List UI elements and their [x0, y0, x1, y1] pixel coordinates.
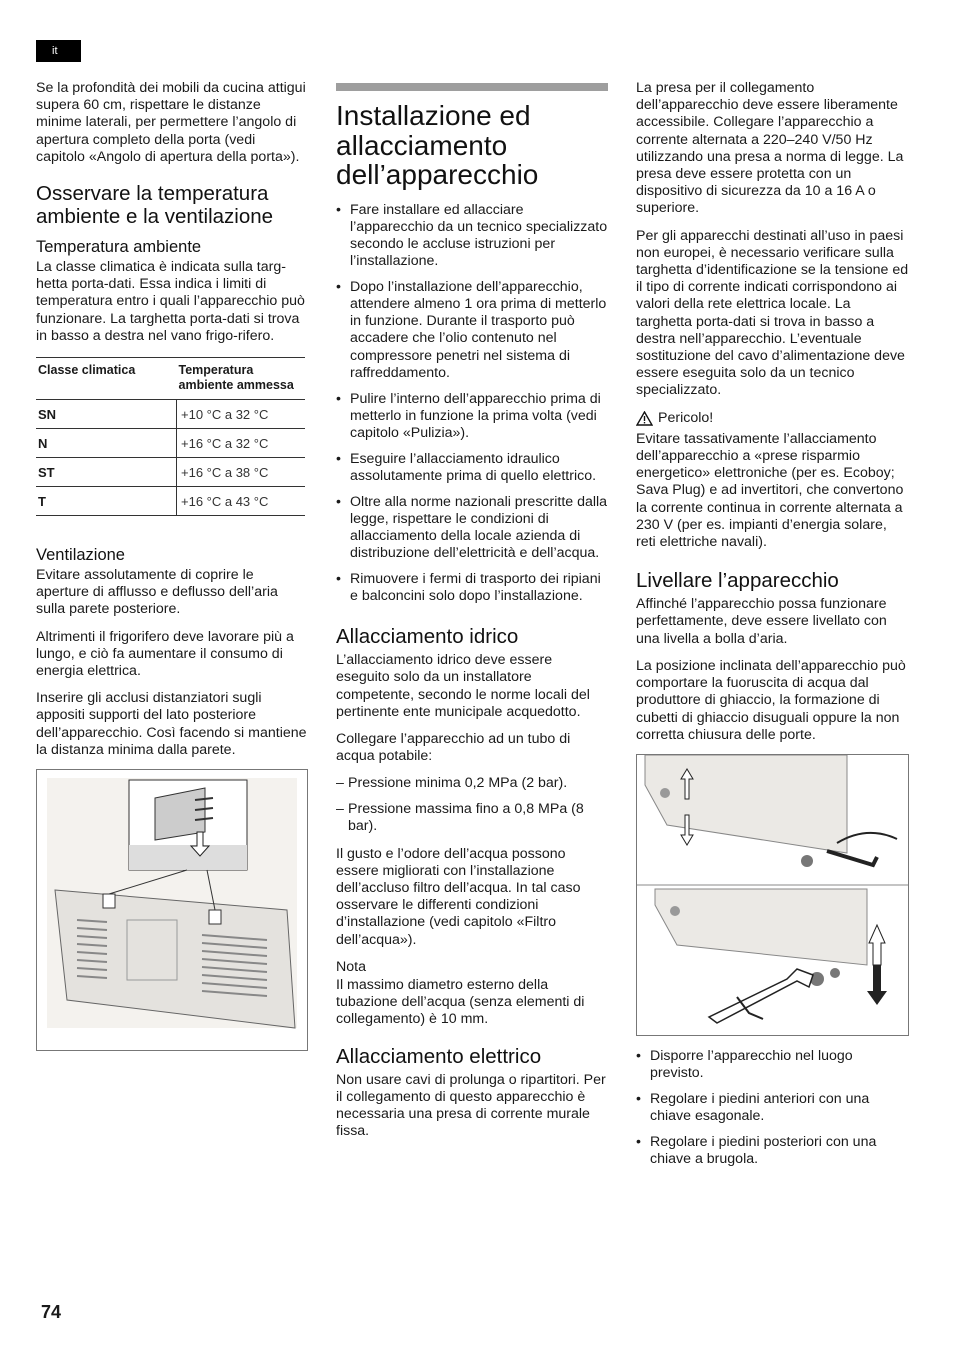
list-item: • Fare installare ed allacciare l’apparecchio da un tecnico specializzato secondo le accluse istruzioni per l’installazione. — [336, 202, 608, 271]
ventilation-paragraph-2: Altrimenti il frigorifero deve lavorare più a lungo, e ciò fa aumentare il consumo di energia elettrica. — [36, 628, 294, 680]
list-item: – Pressione minima 0,2 MPa (2 bar). — [336, 775, 608, 792]
list-item: • Regolare i piedini anteriori con una chiave esagonale. — [636, 1091, 910, 1125]
pressure-list — [336, 775, 608, 835]
table-header-class: Classe climatica — [36, 358, 177, 400]
temperature-range-cell: +16 °C a 43 °C — [177, 487, 306, 516]
leveling-heading: Livellare l’apparecchio — [636, 569, 839, 593]
ventilation-paragraph-1: Evitare assolutamente di coprire le aperture di afflusso e deflusso dell’aria sulla parete posteriore. — [36, 567, 278, 618]
water-connection-heading: Allacciamento idrico — [336, 625, 519, 649]
ventilation-paragraph-3: Inserire gli acclusi distanziatori sugli appositi supporti del lato posteriore dell’apparecchio. Così facendo si mantiene la distanza minima dalla parete. — [36, 690, 307, 758]
list-item: • Dopo l’installazione dell’apparecchio, attendere almeno 1 ora prima di metterlo in funzione. Durante il trasporto può accadere che l’olio contenuto nel compressore penetri nel sistema di raffreddamento. — [336, 279, 608, 382]
leveling-figure — [636, 754, 909, 1036]
water-paragraph-2: Collegare l’apparecchio ad un tubo di acqua potabile: — [336, 731, 571, 765]
column-right — [636, 80, 910, 1178]
table-row — [36, 458, 305, 487]
temperature-range-cell: +10 °C a 32 °C — [177, 400, 306, 429]
leveling-feet-illustration — [637, 755, 908, 1035]
temperature-ventilation-heading: Osservare la temperatura ambiente e la ventilazione — [36, 182, 274, 229]
column-left — [36, 80, 308, 1051]
page-number: 74 — [41, 1302, 62, 1322]
danger-text: Evitare tassativamente l’allacciamento dell’apparecchio a «prese risparmio energetico» elettroniche (per es. Ecoboy; Sava Plug) e ad invertitori, che convertono la corrente continua in corrente alternata a 230 V (per es. impianti d’energia solare, reti elettriche navali). — [636, 430, 904, 551]
water-paragraph-1: L’allacciamento idrico deve essere eseguito solo da un installatore competente, secondo le norme locali del pertinente ente municipale acquedotto. — [336, 652, 590, 720]
temperature-range-cell: +16 °C a 38 °C — [177, 458, 306, 487]
climate-class-table — [36, 357, 305, 516]
temperature-range-cell: +16 °C a 32 °C — [177, 429, 306, 458]
table-row — [36, 487, 305, 516]
danger-label-row — [636, 410, 910, 427]
water-paragraph-3: Il gusto e l’odore dell’acqua possono essere migliorati con l’installazione dell’accluso filtro dell’acqua. In tal caso osservare le differenti condizioni d’installazione (vedi capitolo «Filtro dell’acqua»). — [336, 845, 581, 948]
installation-title: Installazione ed allacciamento dell’apparecchio — [336, 100, 539, 190]
climate-class-cell: T — [36, 487, 177, 516]
warning-triangle-icon — [636, 411, 653, 426]
language-tag: it — [36, 40, 81, 62]
room-temperature-paragraph: La classe climatica è indicata sulla targ-hetta porta-dati. Essa indica i limiti di temperatura entro i quali l’apparecchio può funzionare. La targhetta porta-dati si trova in basso a destra nel vano frigo-rifero. — [36, 259, 305, 344]
climate-class-cell: ST — [36, 458, 177, 487]
danger-label: Pericolo! — [658, 409, 714, 426]
spacer-installation-figure — [36, 769, 308, 1051]
installation-list — [336, 202, 608, 606]
climate-class-cell: SN — [36, 400, 177, 429]
list-item: • Rimuovere i fermi di trasporto dei ripiani e balconcini solo dopo l’installazione. — [336, 571, 608, 605]
note-text: Il massimo diametro esterno della tubazione dell’acqua (senza elementi di collegamento) è 10 mm. — [336, 977, 585, 1028]
list-item: • Eseguire l’allacciamento idraulico assolutamente prima di quello elettrico. — [336, 451, 608, 485]
electrical-connection-heading: Allacciamento elettrico — [336, 1044, 542, 1068]
intro-paragraph: Se la profondità dei mobili da cucina attigui supera 60 cm, rispettare le distanze minime laterali, per permettere l’angolo di apertura completo della porta (vedi capitolo «Angolo di apertura della porta»). — [36, 80, 306, 165]
leveling-steps-list — [636, 1048, 910, 1168]
column-middle — [336, 80, 608, 1150]
climate-class-cell: N — [36, 429, 177, 458]
room-temperature-subheading: Temperatura ambiente — [36, 238, 202, 257]
list-item: • Pulire l’interno dell’apparecchio prima di metterlo in funzione la prima volta (vedi capitolo «Pulizia»). — [336, 391, 608, 443]
list-item: – Pressione massima fino a 0,8 MPa (8 bar). — [336, 801, 608, 835]
list-item: • Disporre l’apparecchio nel luogo previsto. — [636, 1048, 910, 1082]
leveling-paragraph-1: Affinché l’apparecchio possa funzionare perfettamente, deve essere livellato con una livella a bolla d’aria. — [636, 596, 887, 647]
list-item: • Regolare i piedini posteriori con una chiave a brugola. — [636, 1134, 910, 1168]
section-rule — [336, 83, 608, 91]
leveling-paragraph-2: La posizione inclinata dell’apparecchio può comportare la fuoruscita di acqua dal produttore di ghiaccio, la formazione di cubetti di ghiaccio disuguali oppure la non corretta chiusura delle porte. — [636, 657, 906, 743]
socket-paragraph: La presa per il collegamento dell’apparecchio deve essere liberamente accessibile. Collegare l’apparecchio a corrente alternata a 220–240 V/50 Hz utilizzando una presa a norma di legge. La presa deve essere protetta con un dispositivo di sicurezza da 10 a 16 A o superiore. — [636, 80, 904, 217]
note-label: Nota — [336, 958, 366, 975]
electrical-paragraph: Non usare cavi di prolunga o ripartitori. Per il collegamento di questo apparecchio è necessaria una presa di corrente murale fissa. — [336, 1071, 606, 1140]
list-item: • Oltre alla norme nazionali prescritte dalla legge, rispettare le condizioni di allacciamento della locale azienda di distribuzione dell’elettricità e dell’acqua. — [336, 494, 608, 563]
fridge-back-illustration — [37, 770, 307, 1050]
table-header-temperature: Temperatura ambiente ammessa — [177, 358, 306, 400]
table-row — [36, 400, 305, 429]
ventilation-subheading: Ventilazione — [36, 546, 125, 565]
non-european-paragraph: Per gli apparecchi destinati all’uso in paesi non europei, è necessario verificare sulla targhetta d’identificazione se la tensione ed il tipo di corrente indicati corrispondono ai valori della rete elettrica locale. La targhetta porta-dati si trova in basso a destra nell’apparecchio. L’eventuale sostituzione del cavo d’alimentazione deve essere eseguita solo da un tecnico specializzato. — [636, 227, 909, 399]
table-row — [36, 429, 305, 458]
